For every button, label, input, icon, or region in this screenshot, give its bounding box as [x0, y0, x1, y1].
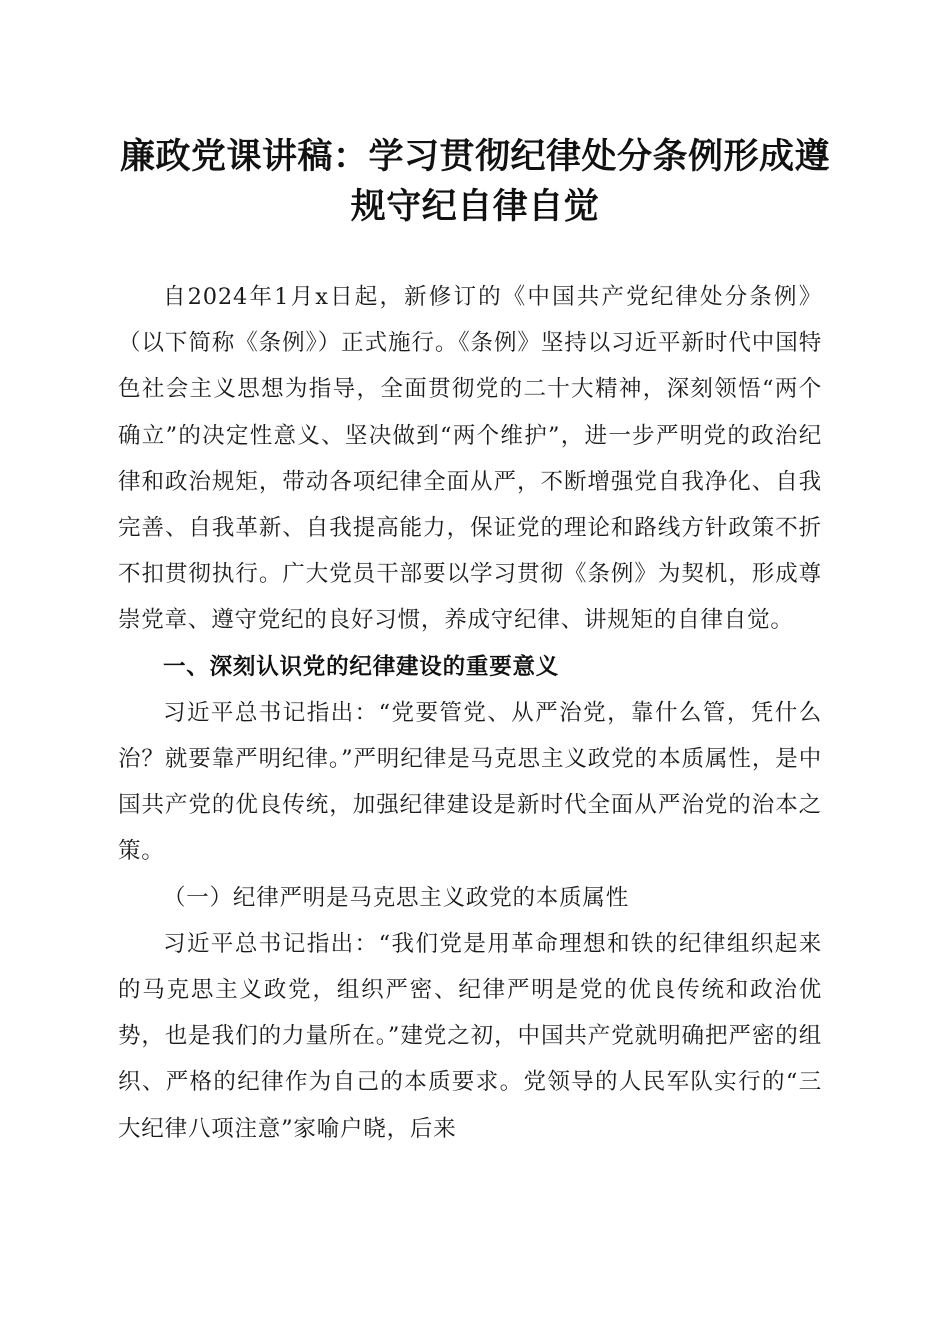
- paragraph-subsection-1: 习近平总书记指出：“我们党是用革命理想和铁的纪律组织起来的马克思主义政党，组织严密、纪律严明是党的优良传统和政治优势，也是我们的力量所在。”建党之初，中国共产党就明确把严密的组织、严格的纪律作为自己的本质要求。党领导的人民军队实行的“三大纪律八项注意”家喻户晓，后来: [118, 930, 822, 1142]
- paragraph-section-1: 习近平总书记指出：“党要管党、从严治党，靠什么管，凭什么治？就要靠严明纪律。”严明纪律是马克思主义政党的本质属性，是中国共产党的优良传统，加强纪律建设是新时代全面从严治党的治本之策。: [118, 699, 822, 865]
- document-title: 廉政党课讲稿：学习贯彻纪律处分条例形成遵规守纪自律自觉: [119, 136, 830, 227]
- subsection-heading-1: （一）纪律严明是马克思主义政党的本质属性: [163, 884, 630, 911]
- section-heading-1: 一、深刻认识党的纪律建设的重要意义: [163, 653, 560, 680]
- document-body: [118, 274, 822, 1152]
- paragraph-intro: 自2024年1月x日起，新修订的《中国共产党纪律处分条例》（以下简称《条例》）正式施行。《条例》坚持以习近平新时代中国特色社会主义思想为指导，全面贯彻党的二十大精神，深刻领悟“两个确立”的决定性意义、坚决做到“两个维护”，进一步严明党的政治纪律和政治规矩，带动各项纪律全面从严，不断增强党自我净化、自我完善、自我革新、自我提高能力，保证党的理论和路线方针政策不折不扣贯彻执行。广大党员干部要以学习贯彻《条例》为契机，形成尊崇党章、遵守党纪的良好习惯，养成守纪律、讲规矩的自律自觉。: [118, 284, 822, 634]
